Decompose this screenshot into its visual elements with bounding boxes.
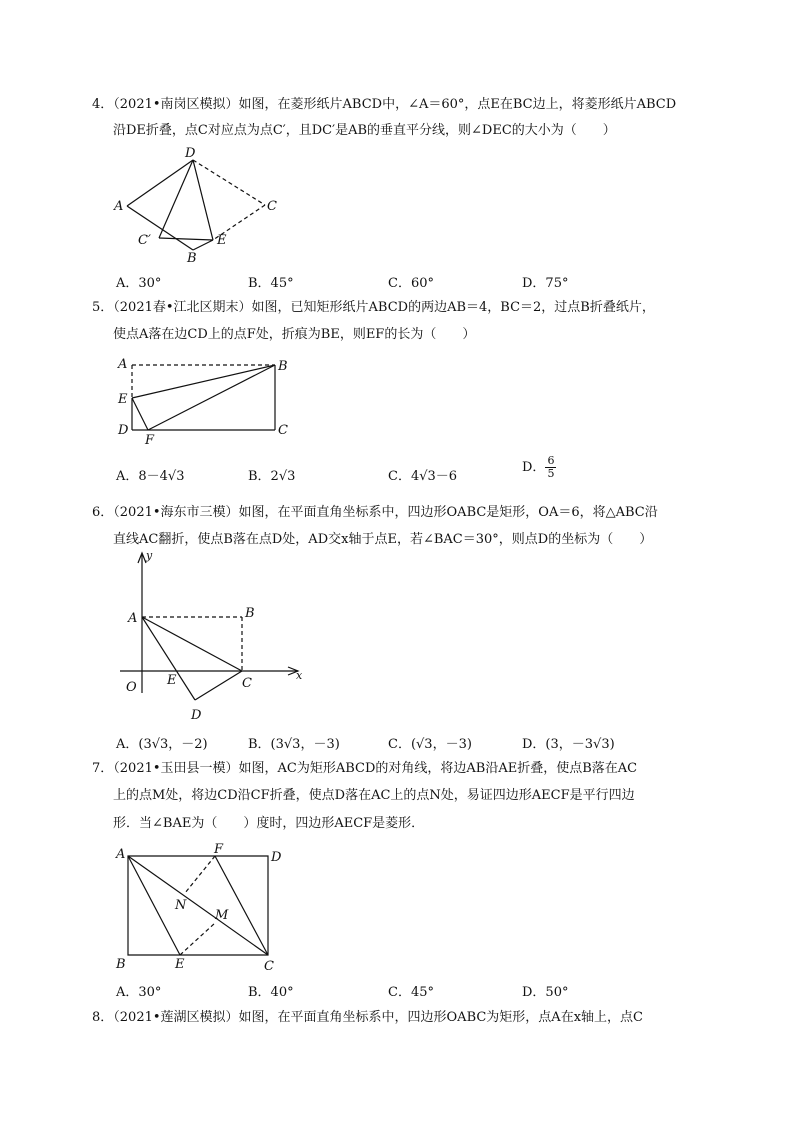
q4-edge-be [193,240,213,250]
q4-option-c[interactable]: C．60° [388,276,434,291]
q5-line-2: 使点A落在边CD上的点F处，折痕为BE，则EF的长为（ ） [113,327,476,342]
q5-label-f: F [145,433,155,448]
q7-rectangle-figure [110,838,300,978]
q4-option-d[interactable]: D．75° [522,276,569,291]
q6-option-d[interactable]: D．(3，－3√3) [522,737,615,752]
q6-label-a: A [128,611,138,626]
q5-option-d-prefix: D． [522,460,546,475]
q5-option-d-denominator: 5 [547,467,555,480]
q5-edge-fb [148,365,275,430]
q5-option-d[interactable] [522,455,556,480]
q6-label-b: B [245,606,255,621]
q7-label-n: N [175,898,187,913]
q4-rhombus-figure [105,140,295,270]
q5-fold-be [132,365,275,398]
q7-fold-ae [128,856,180,955]
q4-edge-c1e [159,238,213,240]
q5-option-c[interactable]: C．4√3－6 [388,469,458,484]
q6-label-o: O [126,680,137,695]
q6-edge-dc [195,671,242,700]
q4-line-1: 4．（2021•南岗区模拟）如图，在菱形纸片ABCD中，∠A＝60°，点E在BC边上，将菱形纸片ABCD [92,97,677,112]
q5-line-1: 5．（2021春•江北区期末）如图，已知矩形纸片ABCD的两边AB＝4，BC＝2，过点B折叠纸片， [92,300,655,315]
q7-line-2: 上的点M处，将边CD沿CF折叠，使点D落在AC上的点N处，易证四边形AECF是平行四边 [113,788,635,803]
q4-option-b[interactable]: B．45° [248,276,294,291]
q6-coordinate-figure [112,545,312,725]
q5-option-a[interactable]: A．8－4√3 [116,469,185,484]
q6-label-d: D [191,708,202,723]
q4-label-c-prime: C′ [138,233,151,248]
q7-label-m: M [215,908,229,923]
q5-label-a: A [118,357,128,372]
q4-option-a[interactable]: A．30° [116,276,162,291]
q6-diagonal-ac [142,617,242,671]
q4-label-a: A [114,199,124,214]
q7-line-1: 7．（2021•玉田县一模）如图，AC为矩形ABCD的对角线，将边AB沿AE折叠，使点B落在AC [92,761,638,776]
q7-label-b: B [116,957,126,972]
q5-label-b: B [278,359,288,374]
q6-label-c: C [242,676,252,691]
q4-line-2: 沿DE折叠，点C对应点为点C′，且DC′是AB的垂直平分线，则∠DEC的大小为（ ） [113,123,616,138]
q5-label-d: D [118,423,129,438]
q5-option-d-numerator: 6 [547,454,555,467]
q6-label-y: y [146,549,153,562]
q7-label-c: C [264,959,274,974]
q7-fold-fc [215,856,268,955]
q5-label-c: C [278,423,288,438]
q7-diagonal-ac [128,856,268,955]
q5-label-e: E [118,392,128,407]
q7-label-f: F [214,842,224,857]
q8-line-1: 8．（2021•莲湖区模拟）如图，在平面直角坐标系中，四边形OABC为矩形，点A在x轴上，点C [92,1010,643,1025]
q6-option-c[interactable]: C．(√3，－3) [388,737,472,752]
q5-edge-ef [132,398,148,430]
q4-edge-ab [127,206,193,250]
q7-option-b[interactable]: B．40° [248,985,294,1000]
q4-label-c: C [267,199,277,214]
q6-label-e: E [167,673,177,688]
q5-option-b[interactable]: B．2√3 [248,469,296,484]
q5-option-d-fraction [545,455,556,480]
q7-line-3: 形．当∠BAE为（ ）度时，四边形AECF是菱形． [113,816,425,831]
q6-line-2: 直线AC翻折，使点B落在点D处，AD交x轴于点E，若∠BAC＝30°，则点D的坐标为（ ） [113,532,653,547]
q4-fold-de [193,160,213,240]
q7-label-e: E [175,957,185,972]
q6-label-x: x [296,669,303,682]
q7-option-a[interactable]: A．30° [116,985,162,1000]
q6-line-1: 6．（2021•海东市三模）如图，在平面直角坐标系中，四边形OABC是矩形，OA＝6，将△ABC沿 [92,505,658,520]
q4-label-b: B [187,251,197,266]
q4-label-e: E [217,233,227,248]
q7-edge-fn-dashed [185,856,215,893]
q4-label-d: D [185,146,196,161]
q7-edge-em-dashed [180,923,215,955]
q7-label-d: D [271,850,282,865]
q7-option-d[interactable]: D．50° [522,985,569,1000]
q4-edge-dc-dashed [193,160,265,205]
q6-option-b[interactable]: B．(3√3，－3) [248,737,340,752]
q6-option-a[interactable]: A．(3√3，－2) [116,737,208,752]
q7-label-a: A [116,847,126,862]
q7-option-c[interactable]: C．45° [388,985,434,1000]
q5-rectangle-figure [110,352,300,452]
